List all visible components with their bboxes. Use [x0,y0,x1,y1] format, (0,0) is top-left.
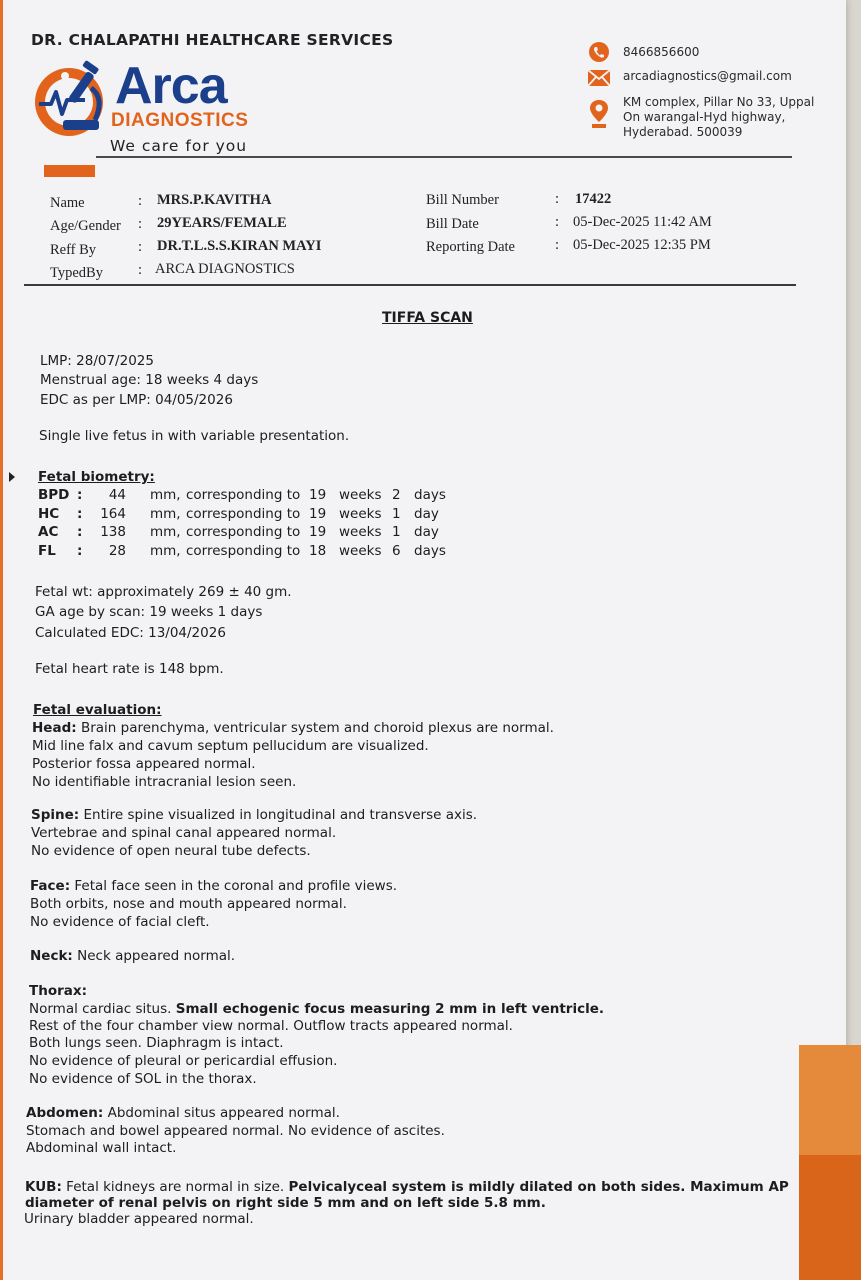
header-accent-bar [44,165,95,177]
label-age-gender: Age/Gender [50,218,121,234]
kub-line-2: diameter of renal pelvis on right side 5 mm and on left side 5.8 mm. [25,1195,546,1211]
phone-number: 8466856600 [623,45,700,59]
background-orange-object [799,1155,861,1280]
background-orange-object [799,1045,861,1155]
biometry-wlabel: weeks [339,524,382,540]
biometry-dlabel: days [414,487,446,503]
biometry-colon: : [77,487,83,503]
biometry-key: HC [38,506,60,522]
arca-logo-icon [33,58,113,140]
report-title: TIFFA SCAN [382,310,473,326]
abdomen-line-1: Abdomen: Abdominal situs appeared normal. [26,1105,340,1121]
neck-line: Neck: Neck appeared normal. [30,948,236,964]
brand-subtitle: DIAGNOSTICS [111,110,249,131]
biometry-key: FL [38,543,56,559]
sep: : [138,239,143,255]
biometry-days: 6 [392,543,401,559]
reporting-date: 05-Dec-2025 12:35 PM [573,237,711,253]
menstrual-age: Menstrual age: 18 weeks 4 days [40,372,259,388]
location-pin-icon [587,98,611,130]
biometry-value: 164 [100,506,126,522]
fetal-weight: Fetal wt: approximately 269 ± 40 gm. [35,584,292,600]
face-line-3: No evidence of facial cleft. [30,914,210,930]
biometry-text: corresponding to [186,506,301,522]
face-line-1: Face: Fetal face seen in the coronal and profile views. [30,878,398,894]
label-name: Name [50,195,85,211]
biometry-wlabel: weeks [339,543,382,559]
biometry-unit: mm, [150,506,181,522]
spine-line-3: No evidence of open neural tube defects. [31,843,311,859]
address-line-2: On warangal-Hyd highway, [623,110,786,124]
sep: : [138,216,143,232]
label-typed-by: TypedBy [50,265,103,281]
biometry-weeks: 19 [309,524,327,540]
biometry-value: 28 [108,543,126,559]
brand-name: Arca [115,57,227,115]
head-line-4: No identifiable intracranial lesion seen. [32,774,297,790]
page-edge [0,0,3,1280]
label-reporting-date: Reporting Date [426,239,515,255]
head-line-1: Head: Brain parenchyma, ventricular system and choroid plexus are normal. [32,720,554,736]
company-name: DR. CHALAPATHI HEALTHCARE SERVICES [31,31,394,49]
biometry-key: AC [38,524,59,540]
abdomen-line-3: Abdominal wall intact. [26,1140,177,1156]
biometry-wlabel: weeks [339,506,382,522]
biometry-text: corresponding to [186,487,301,503]
sep: : [555,237,560,253]
biometry-text: corresponding to [186,543,301,559]
sep: : [555,214,560,230]
evaluation-heading: Fetal evaluation: [33,702,162,718]
biometry-weeks: 19 [309,487,327,503]
fetus-presentation: Single live fetus in with variable presentation. [39,428,350,444]
biometry-key: BPD [38,487,70,503]
email-address: arcadiagnostics@gmail.com [623,69,792,83]
biometry-colon: : [77,506,83,522]
patient-name: MRS.P.KAVITHA [157,192,272,208]
edc-lmp: EDC as per LMP: 04/05/2026 [40,392,233,408]
biometry-dlabel: day [414,506,439,522]
margin-bullet-icon [9,472,15,482]
biometry-heading: Fetal biometry: [38,469,155,485]
biometry-unit: mm, [150,543,181,559]
info-divider [24,284,796,286]
label-bill-number: Bill Number [426,192,499,208]
biometry-colon: : [77,524,83,540]
tagline: We care for you [110,137,248,155]
email-icon [587,68,611,88]
typed-by: ARCA DIAGNOSTICS [155,261,295,277]
phone-icon [587,42,611,62]
biometry-days: 1 [392,506,401,522]
kub-line-3: Urinary bladder appeared normal. [24,1211,254,1227]
face-line-2: Both orbits, nose and mouth appeared normal. [30,896,347,912]
patient-age-gender: 29YEARS/FEMALE [157,215,287,231]
sep: : [555,191,560,207]
ga-age: GA age by scan: 19 weeks 1 days [35,604,263,620]
calculated-edc: Calculated EDC: 13/04/2026 [35,625,226,641]
thorax-line-1: Normal cardiac situs. Small echogenic focus measuring 2 mm in left ventricle. [29,1001,605,1017]
thorax-line-2: Rest of the four chamber view normal. Outflow tracts appeared normal. [29,1018,513,1034]
header-divider [96,156,792,158]
sep: : [138,193,143,209]
fetal-heart-rate: Fetal heart rate is 148 bpm. [35,661,224,677]
biometry-weeks: 19 [309,506,327,522]
address-line-1: KM complex, Pillar No 33, Uppal [623,95,815,109]
biometry-unit: mm, [150,524,181,540]
biometry-days: 1 [392,524,401,540]
sep: : [138,262,143,278]
biometry-value: 138 [100,524,126,540]
bill-number: 17422 [575,191,612,207]
biometry-days: 2 [392,487,401,503]
lmp: LMP: 28/07/2025 [40,353,154,369]
spine-line-1: Spine: Entire spine visualized in longitudinal and transverse axis. [31,807,478,823]
spine-line-2: Vertebrae and spinal canal appeared normal. [31,825,337,841]
biometry-unit: mm, [150,487,181,503]
biometry-value: 44 [108,487,126,503]
label-bill-date: Bill Date [426,216,479,232]
thorax-line-3: Both lungs seen. Diaphragm is intact. [29,1035,284,1051]
head-line-3: Posterior fossa appeared normal. [32,756,256,772]
bill-date: 05-Dec-2025 11:42 AM [573,214,712,230]
label-reff-by: Reff By [50,242,97,258]
biometry-dlabel: days [414,543,446,559]
abdomen-line-2: Stomach and bowel appeared normal. No evidence of ascites. [26,1123,445,1139]
thorax-heading: Thorax: [29,983,87,999]
address-line-3: Hyderabad. 500039 [623,125,743,139]
thorax-line-4: No evidence of pleural or pericardial effusion. [29,1053,338,1069]
head-line-2: Mid line falx and cavum septum pellucidum are visualized. [32,738,429,754]
biometry-wlabel: weeks [339,487,382,503]
biometry-weeks: 18 [309,543,327,559]
thorax-line-5: No evidence of SOL in the thorax. [29,1071,257,1087]
kub-line-1: KUB: Fetal kidneys are normal in size. Pelvicalyceal system is mildly dilated on both sides. Maximum AP [25,1179,789,1195]
referring-doctor: DR.T.L.S.S.KIRAN MAYI [157,238,322,254]
biometry-text: corresponding to [186,524,301,540]
biometry-dlabel: day [414,524,439,540]
biometry-colon: : [77,543,83,559]
